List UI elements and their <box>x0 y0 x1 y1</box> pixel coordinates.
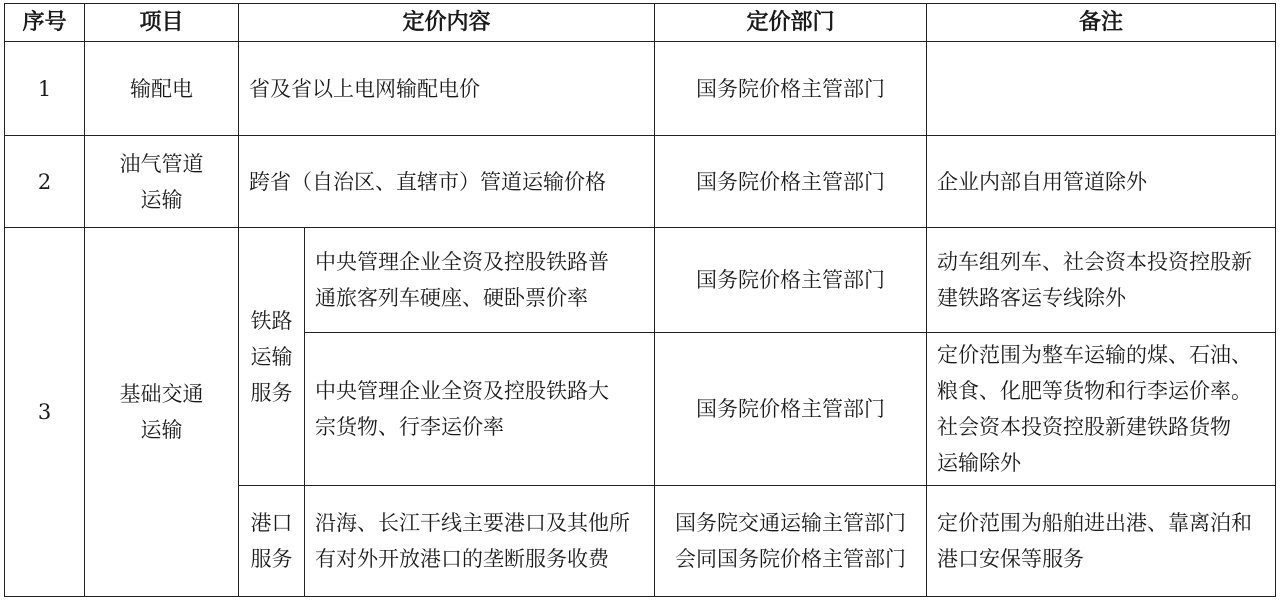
table-row <box>5 42 1276 136</box>
subgroup-label-line: 运输 <box>250 344 293 369</box>
pricing-table <box>4 3 1276 597</box>
content-line: 宗货物、行李运价率 <box>315 415 504 439</box>
subgroup-label-line: 港口 <box>250 511 293 535</box>
row-content: 省及省以上电网输配电价 <box>239 42 655 136</box>
content-line: 中央管理企业全资及控股铁路普 <box>315 250 609 274</box>
content-line: 沿海、长江干线主要港口及其他所 <box>315 511 630 535</box>
note-line: 运输除外 <box>937 451 1022 475</box>
header-note: 备注 <box>927 4 1276 42</box>
row-dept: 国务院价格主管部门 <box>655 228 927 333</box>
row-dept: 国务院价格主管部门 <box>655 42 927 136</box>
subgroup-label-port <box>239 486 305 597</box>
note-line: 定价范围为船舶进出港、靠离泊和 <box>937 511 1253 535</box>
header-content: 定价内容 <box>239 4 655 42</box>
row-content: 跨省（自治区、直辖市）管道运输价格 <box>239 136 655 228</box>
note-line: 定价范围为整车运输的煤、石油、 <box>937 343 1253 367</box>
row-note: 企业内部自用管道除外 <box>927 136 1276 228</box>
row-content <box>305 486 655 597</box>
row-item-line: 运输 <box>140 418 183 442</box>
row-dept: 国务院价格主管部门 <box>655 136 927 228</box>
dept-line: 会同国务院价格主管部门 <box>675 547 907 571</box>
subgroup-label-line: 铁路 <box>250 308 293 333</box>
row-seq: 2 <box>5 136 85 228</box>
note-line: 建铁路客运专线除外 <box>937 286 1127 310</box>
header-row <box>5 4 1276 42</box>
row-item-line: 运输 <box>140 187 183 212</box>
header-item: 项目 <box>85 4 239 42</box>
dept-line: 国务院交通运输主管部门 <box>675 511 907 535</box>
table-row <box>5 228 1276 333</box>
row-dept: 国务院价格主管部门 <box>655 333 927 486</box>
row-item <box>85 228 239 597</box>
note-line: 粮食、化肥等货物和行李运价率。 <box>937 379 1253 403</box>
subgroup-label-line: 服务 <box>250 547 293 571</box>
note-line: 港口安保等服务 <box>937 547 1085 571</box>
row-dept <box>655 486 927 597</box>
note-line: 动车组列车、社会资本投资控股新 <box>937 250 1253 274</box>
row-content <box>305 228 655 333</box>
content-line: 有对外开放港口的垄断服务收费 <box>315 547 609 571</box>
row-note <box>927 42 1276 136</box>
row-seq: 1 <box>5 42 85 136</box>
row-item-line: 油气管道 <box>119 151 204 176</box>
row-item-line: 基础交通 <box>119 382 204 406</box>
subgroup-label-rail <box>239 228 305 486</box>
content-line: 中央管理企业全资及控股铁路大 <box>315 379 609 403</box>
table-row <box>5 136 1276 228</box>
row-item <box>85 136 239 228</box>
row-seq: 3 <box>5 228 85 597</box>
row-note <box>927 228 1276 333</box>
header-seq: 序号 <box>5 4 85 42</box>
subgroup-label-line: 服务 <box>250 380 293 405</box>
row-note <box>927 486 1276 597</box>
header-dept: 定价部门 <box>655 4 927 42</box>
content-line: 通旅客列车硬座、硬卧票价率 <box>315 286 588 310</box>
note-line: 社会资本投资控股新建铁路货物 <box>937 415 1232 439</box>
row-item: 输配电 <box>85 42 239 136</box>
row-content <box>305 333 655 486</box>
row-note <box>927 333 1276 486</box>
